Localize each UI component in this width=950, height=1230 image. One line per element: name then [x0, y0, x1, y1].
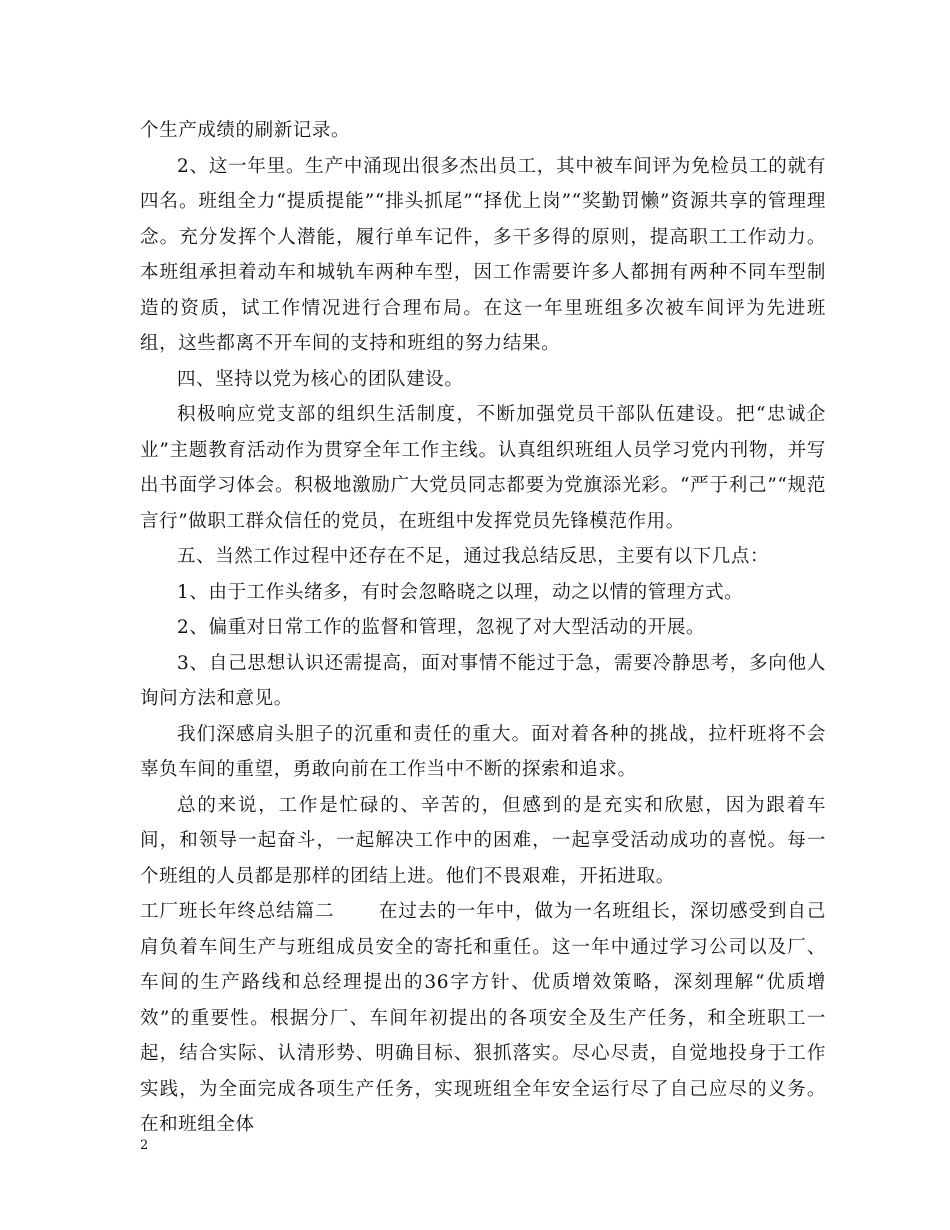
section-two-heading: 工厂班长年终总结篇二 [140, 901, 335, 922]
section-two-body: 在过去的一年中，做为一名班组长，深切感受到自己肩负着车间生产与班组成员安全的寄托和重任。这一年中通过学习公司以及厂、车间的生产路线和总经理提出的36字方针、优质增效策略，深刻理解“优质增效”的重要性。根据分厂、车间年初提出的各项安全及生产任务，和全班职工一起，结合实际、认清形势、明确目标、狠抓落实。尽心尽责，自觉地投身于工作实践，为全面完成各项生产任务，实现班组全年安全运行尽了自己应尽的义务。在和班组全体 [140, 901, 826, 1135]
section-heading-5: 五、当然工作过程中还存在不足，通过我总结反思，主要有以下几点： [177, 546, 770, 567]
paragraph-3: 积极响应党支部的组织生活制度，不断加强党员干部队伍建设。把“忠诚企业”主题教育活动作为贯穿全年工作主线。认真组织班组人员学习党内刊物，并写出书面学习体会。积极地激励广大党员同志都要为党旗添光彩。“严于利己”“规范言行”做职工群众信任的党员，在班组中发挥党员先锋模范作用。 [140, 404, 826, 532]
paragraph-2: 2、这一年里。生产中涌现出很多杰出员工，其中被车间评为免检员工的就有四名。班组全力“提质提能”“排头抓尾”“择优上岗”“奖勤罚懒”资源共享的管理理念。充分发挥个人潜能，履行单车记件，多干多得的原则，提高职工工作动力。本班组承担着动车和城轨车两种车型，因工作需要许多人都拥有两种不同车型制造的资质，试工作情况进行合理布局。在这一年里班组多次被车间评为先进班组，这些都离不开车间的支持和班组的努力结果。 [140, 155, 826, 354]
list-item-1: 1、由于工作头绪多，有时会忽略晓之以理，动之以情的管理方式。 [177, 581, 744, 603]
document-body [140, 113, 826, 1143]
list-item-3: 3、自己思想认识还需提高，面对事情不能过于急，需要冷静思考，多向他人询问方法和意见。 [140, 652, 826, 709]
page-number: 2 [140, 1138, 149, 1153]
paragraph-5: 总的来说，工作是忙碌的、辛苦的，但感到的是充实和欣慰，因为跟着车间，和领导一起奋斗，一起解决工作中的困难，一起享受活动成功的喜悦。每一个班组的人员都是那样的团结上进。他们不畏艰难，开拓进取。 [140, 794, 826, 887]
paragraph-1: 个生产成绩的刷新记录。 [140, 120, 351, 141]
paragraph-4: 我们深感肩头胆子的沉重和责任的重大。面对着各种的挑战，拉杆班将不会辜负车间的重望，勇敢向前在工作当中不断的探索和追求。 [140, 723, 826, 780]
section-heading-4: 四、坚持以党为核心的团队建设。 [177, 368, 464, 390]
section-two [140, 894, 826, 1143]
list-item-2: 2、偏重对日常工作的监督和管理，忽视了对大型活动的开展。 [177, 617, 706, 638]
